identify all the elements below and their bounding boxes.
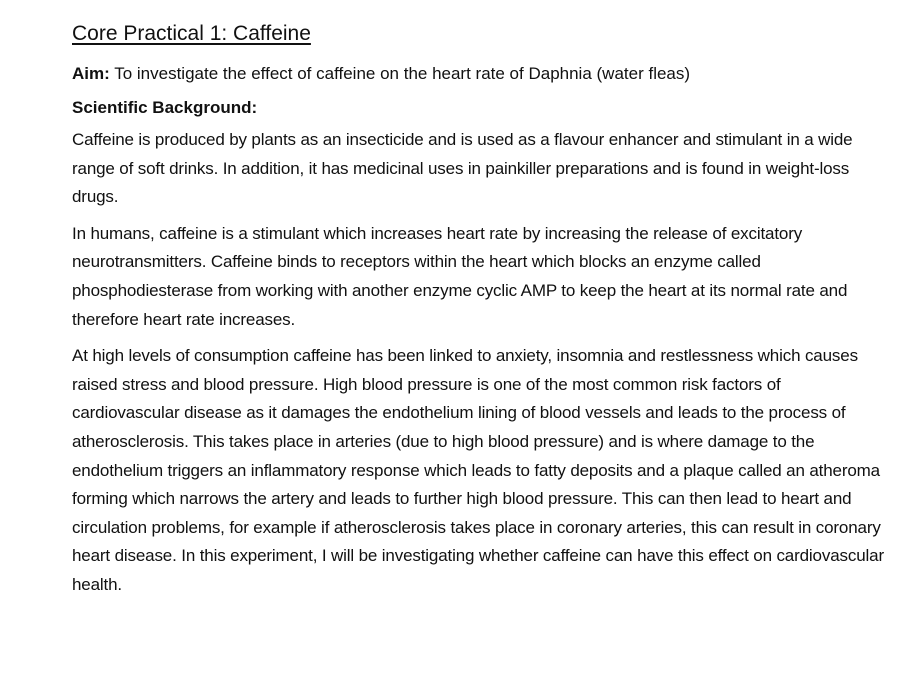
document-title: Core Practical 1: Caffeine xyxy=(72,22,311,45)
background-heading: Scientific Background: xyxy=(72,98,258,117)
aim-statement xyxy=(72,62,892,86)
paragraph-health-effects: At high levels of consumption caffeine has been linked to anxiety, insomnia and restlessness which causes raised stress and blood pressure. High blood pressure is one of the most common risk factors of cardiovascular disease as it damages the endothelium lining of blood vessels and leads to the process of atherosclerosis. This takes place in arteries (due to high blood pressure) and is where damage to the endothelium triggers an inflammatory response which leads to fatty deposits and a plaque called an atheroma forming which narrows the artery and leads to further high blood pressure. This can then lead to heart and circulation problems, for example if atherosclerosis takes place in coronary arteries, this can result in coronary heart disease. In this experiment, I will be investigating whether caffeine can have this effect on cardiovascular health. xyxy=(72,346,884,594)
aim-label: Aim: xyxy=(72,64,110,83)
paragraph-caffeine-in-humans: In humans, caffeine is a stimulant which increases heart rate by increasing the release of excitatory neurotransmitters. Caffeine binds to receptors within the heart which blocks an enzyme called phosphodiesterase from working with another enzyme cyclic AMP to keep the heart at its normal rate and therefore heart rate increases. xyxy=(72,223,848,329)
paragraph-caffeine-uses: Caffeine is produced by plants as an insecticide and is used as a flavour enhancer and stimulant in a wide range of soft drinks. In addition, it has medicinal uses in painkiller preparations and is found in weight-loss drugs. xyxy=(72,130,853,207)
document-page xyxy=(72,20,892,608)
aim-text: To investigate the effect of caffeine on the heart rate of Daphnia (water fleas) xyxy=(114,64,691,83)
